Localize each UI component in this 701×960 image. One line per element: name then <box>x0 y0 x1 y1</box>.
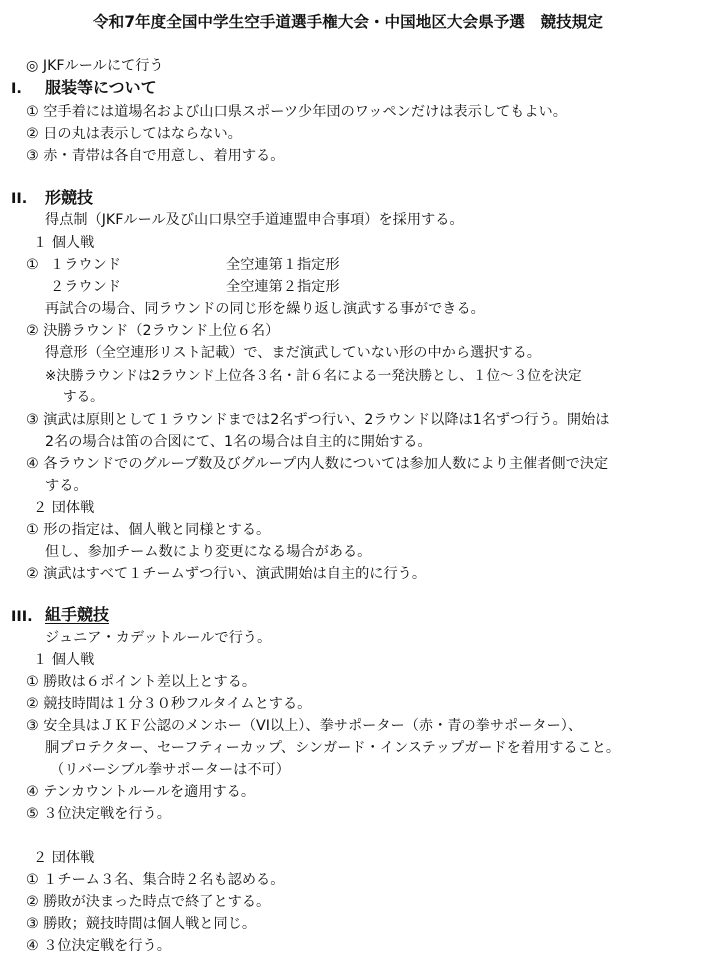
section-3-team-item-1: ① １チーム３名、集合時２名も認める。 <box>26 872 285 888</box>
section-3-team-item-2: ② 勝敗が決まった時点で終了とする。 <box>26 894 271 910</box>
intro-rule-line: ◎ JKFルールにて行う <box>26 58 164 74</box>
section-1-item-2: ② 日の丸は表示してはならない。 <box>26 126 242 142</box>
section-2-team-label: ２ 団体戦 <box>33 500 95 516</box>
section-2-heading: 形競技 <box>45 188 94 207</box>
section-2-item-4-line-1: ④ 各ラウンドでのグループ数及びグループ内人数については参加人数により主催者側で決定 <box>26 456 609 472</box>
round-1-label: １ラウンド <box>50 257 121 273</box>
section-1-heading: 服装等について <box>45 78 157 97</box>
section-2-intro: 得点制（JKFルール及び山口県空手道連盟申合事項）を採用する。 <box>45 212 464 228</box>
section-3-team-item-4: ④ ３位決定戦を行う。 <box>26 938 171 954</box>
section-3-individual-label: １ 個人戦 <box>33 652 95 668</box>
section-3-number: III. <box>11 609 33 625</box>
section-3-item-5: ⑤ ３位決定戦を行う。 <box>26 806 171 822</box>
section-2-team-item-1-line-1: ① 形の指定は、個人戦と同様とする。 <box>26 522 271 538</box>
round-1-kata: 全空連第１指定形 <box>226 257 340 273</box>
section-2-item-2: ② 決勝ラウンド（2ラウンド上位６名） <box>26 323 280 339</box>
round-2-kata: 全空連第２指定形 <box>226 279 340 295</box>
section-3-item-3-line-1: ③ 安全具はＪＫＦ公認のメンホー（VI以上）、拳サポーター（赤・青の拳サポーター）、 <box>26 718 583 734</box>
section-3-item-4: ④ テンカウントルールを適用する。 <box>26 784 256 800</box>
section-3-item-3-line-2: 胴プロテクター、セーフティーカップ、シンガード・インステップガードを着用すること。 <box>45 740 621 756</box>
section-3-item-3-line-3: （リバーシブル拳サポーターは不可） <box>50 762 290 778</box>
section-3-intro: ジュニア・カデットルールで行う。 <box>45 630 272 646</box>
section-1-number: I. <box>11 81 22 97</box>
section-2-individual-label: １ 個人戦 <box>33 235 95 251</box>
section-2-team-item-2: ② 演武はすべて１チームずつ行い、演武開始は自主的に行う。 <box>26 566 427 582</box>
section-2-item-4-line-2: する。 <box>45 478 88 494</box>
section-2-item-2-note-2: する。 <box>63 389 104 405</box>
section-3-item-2: ② 競技時間は１分３０秒フルタイムとする。 <box>26 696 312 712</box>
section-3-team-label: ２ 団体戦 <box>33 850 95 866</box>
document-title: 令和7年度全国中学生空手道選手権大会・中国地区大会県予選 競技規定 <box>93 13 603 31</box>
section-2-team-item-1-line-2: 但し、参加チーム数により変更になる場合がある。 <box>45 544 372 560</box>
section-1-item-3: ③ 赤・青帯は各自で用意し、着用する。 <box>26 148 285 164</box>
section-1-item-1: ① 空手着には道場名および山口県スポーツ少年団のワッペンだけは表示してもよい。 <box>26 104 567 120</box>
section-3-item-1: ① 勝敗は６ポイント差以上とする。 <box>26 674 257 690</box>
rematch-note: 再試合の場合、同ラウンドの同じ形を繰り返し演武する事ができる。 <box>45 301 485 317</box>
section-2-item-1-marker: ① <box>26 257 39 273</box>
section-2-item-3-line-2: 2名の場合は笛の合図にて、1名の場合は自主的に開始する。 <box>45 434 432 450</box>
section-3-heading: 組手競技 <box>45 605 110 624</box>
section-2-number: II. <box>11 191 28 207</box>
section-3-team-item-3: ③ 勝敗；競技時間は個人戦と同じ。 <box>26 916 257 932</box>
section-2-item-3-line-1: ③ 演武は原則として１ラウンドまでは2名ずつ行い、2ラウンド以降は1名ずつ行う。開始は <box>26 412 610 428</box>
section-2-item-2-body: 得意形（全空連形リスト記載）で、まだ演武していない形の中から選択する。 <box>45 345 541 361</box>
round-2-label: ２ラウンド <box>50 279 121 295</box>
section-2-item-2-note-1: ※決勝ラウンドは2ラウンド上位各３名・計６名による一発決勝とし、１位～３位を決定 <box>45 368 582 384</box>
